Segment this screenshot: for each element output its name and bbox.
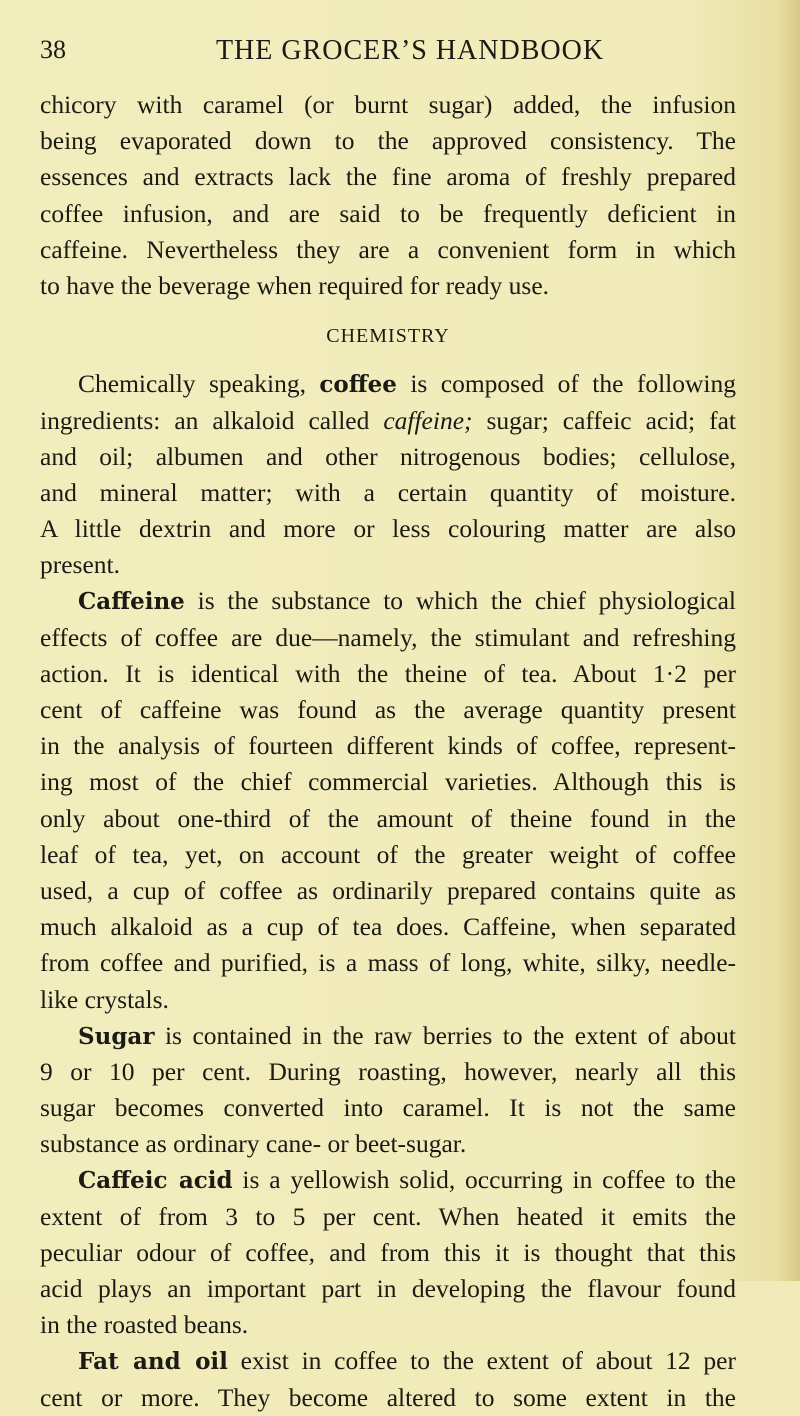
text-fragment: exist in coffee to the extent of about 12 per: [227, 1346, 736, 1376]
text-line: [40, 403, 736, 439]
text-line: in the roasted beans.: [40, 1310, 249, 1340]
italic-term: caffeine;: [383, 405, 473, 435]
text-line: in the analysis of fourteen different kinds of coffee, represent-: [40, 731, 736, 761]
text-line: A little dextrin and more or less colouring matter are also: [40, 514, 736, 544]
text-fragment: is a yellowish solid, occurring in coffee to the: [232, 1165, 736, 1195]
text-line: cent or more. They become altered to some extent in the: [40, 1382, 736, 1412]
text-line: used, a cup of coffee as ordinarily prepared contains quite as: [40, 875, 736, 905]
text-line: sugar becomes converted into caramel. It is not the same: [40, 1093, 736, 1123]
text-line: much alkaloid as a cup of tea does. Caffeine, when separated: [40, 912, 736, 942]
text-line: effects of coffee are due—namely, the stimulant and refreshing: [40, 622, 736, 652]
text-line: chicory with caramel (or burnt sugar) added, the infusion: [40, 90, 736, 119]
text-fragment: sugar; caffeic acid; fat: [472, 405, 736, 435]
text-line: and oil; albumen and other nitrogenous bodies; cellulose,: [40, 441, 736, 471]
text-line: only about one-third of the amount of theine found in the: [40, 803, 736, 833]
bold-term: Caffeic acid: [78, 1167, 233, 1195]
text-fragment: ingredients: an alkaloid called: [40, 405, 384, 435]
text-line: extent of from 3 to 5 per cent. When heated it emits the: [40, 1201, 736, 1231]
text-line: cent of caffeine was found as the average quantity present: [40, 695, 736, 724]
text-fragment: is contained in the raw berries to the extent of about: [154, 1020, 736, 1050]
text-line: to have the beverage when required for ready use.: [40, 270, 550, 300]
text-line: ing most of the chief commercial varieties. Although this is: [40, 767, 736, 797]
text-line: from coffee and purified, is a mass of long, white, silky, needle-: [40, 948, 736, 978]
text-fragment: is the substance to which the chief physiological: [184, 586, 736, 616]
text-line: [40, 1162, 736, 1198]
text-fragment: Chemically speaking,: [78, 369, 320, 399]
bold-term: Sugar: [78, 1022, 155, 1050]
text-line: [40, 366, 736, 402]
text-line: caffeine. Nevertheless they are a convenient form in which: [40, 234, 736, 264]
section-heading: CHEMISTRY: [326, 325, 450, 348]
bold-term: Caffeine: [78, 588, 185, 616]
text-line: peculiar odour of coffee, and from this it is thought that this: [40, 1237, 736, 1267]
page-header: [40, 35, 740, 75]
text-line: and mineral matter; with a certain quantity of moisture.: [40, 477, 736, 507]
text-line: leaf of tea, yet, on account of the greater weight of coffee: [40, 839, 736, 869]
text-line: coffee infusion, and are said to be frequently deficient in: [40, 198, 736, 228]
bold-term: Fat and oil: [78, 1348, 228, 1376]
text-fragment: is composed of the following: [396, 369, 736, 399]
page-body: [40, 87, 736, 1416]
text-line: essences and extracts lack the fine aroma of freshly prepared: [40, 162, 736, 192]
text-line: 9 or 10 per cent. During roasting, however, nearly all this: [40, 1056, 736, 1086]
text-line: action. It is identical with the theine of tea. About 1·2 per: [40, 658, 736, 688]
text-line: [40, 583, 736, 619]
text-line: being evaporated down to the approved consistency. The: [40, 126, 736, 156]
text-line: acid plays an important part in developing the flavour found: [40, 1274, 736, 1303]
text-line: substance as ordinary cane- or beet-sugar.: [40, 1129, 467, 1159]
running-head: THE GROCER’S HANDBOOK: [215, 35, 605, 66]
text-line: present.: [40, 550, 121, 580]
text-line: [40, 1018, 736, 1054]
text-line: [40, 1343, 736, 1379]
bold-term: coffee: [319, 371, 397, 399]
text-line: like crystals.: [40, 984, 169, 1014]
page-number: 38: [40, 35, 66, 64]
